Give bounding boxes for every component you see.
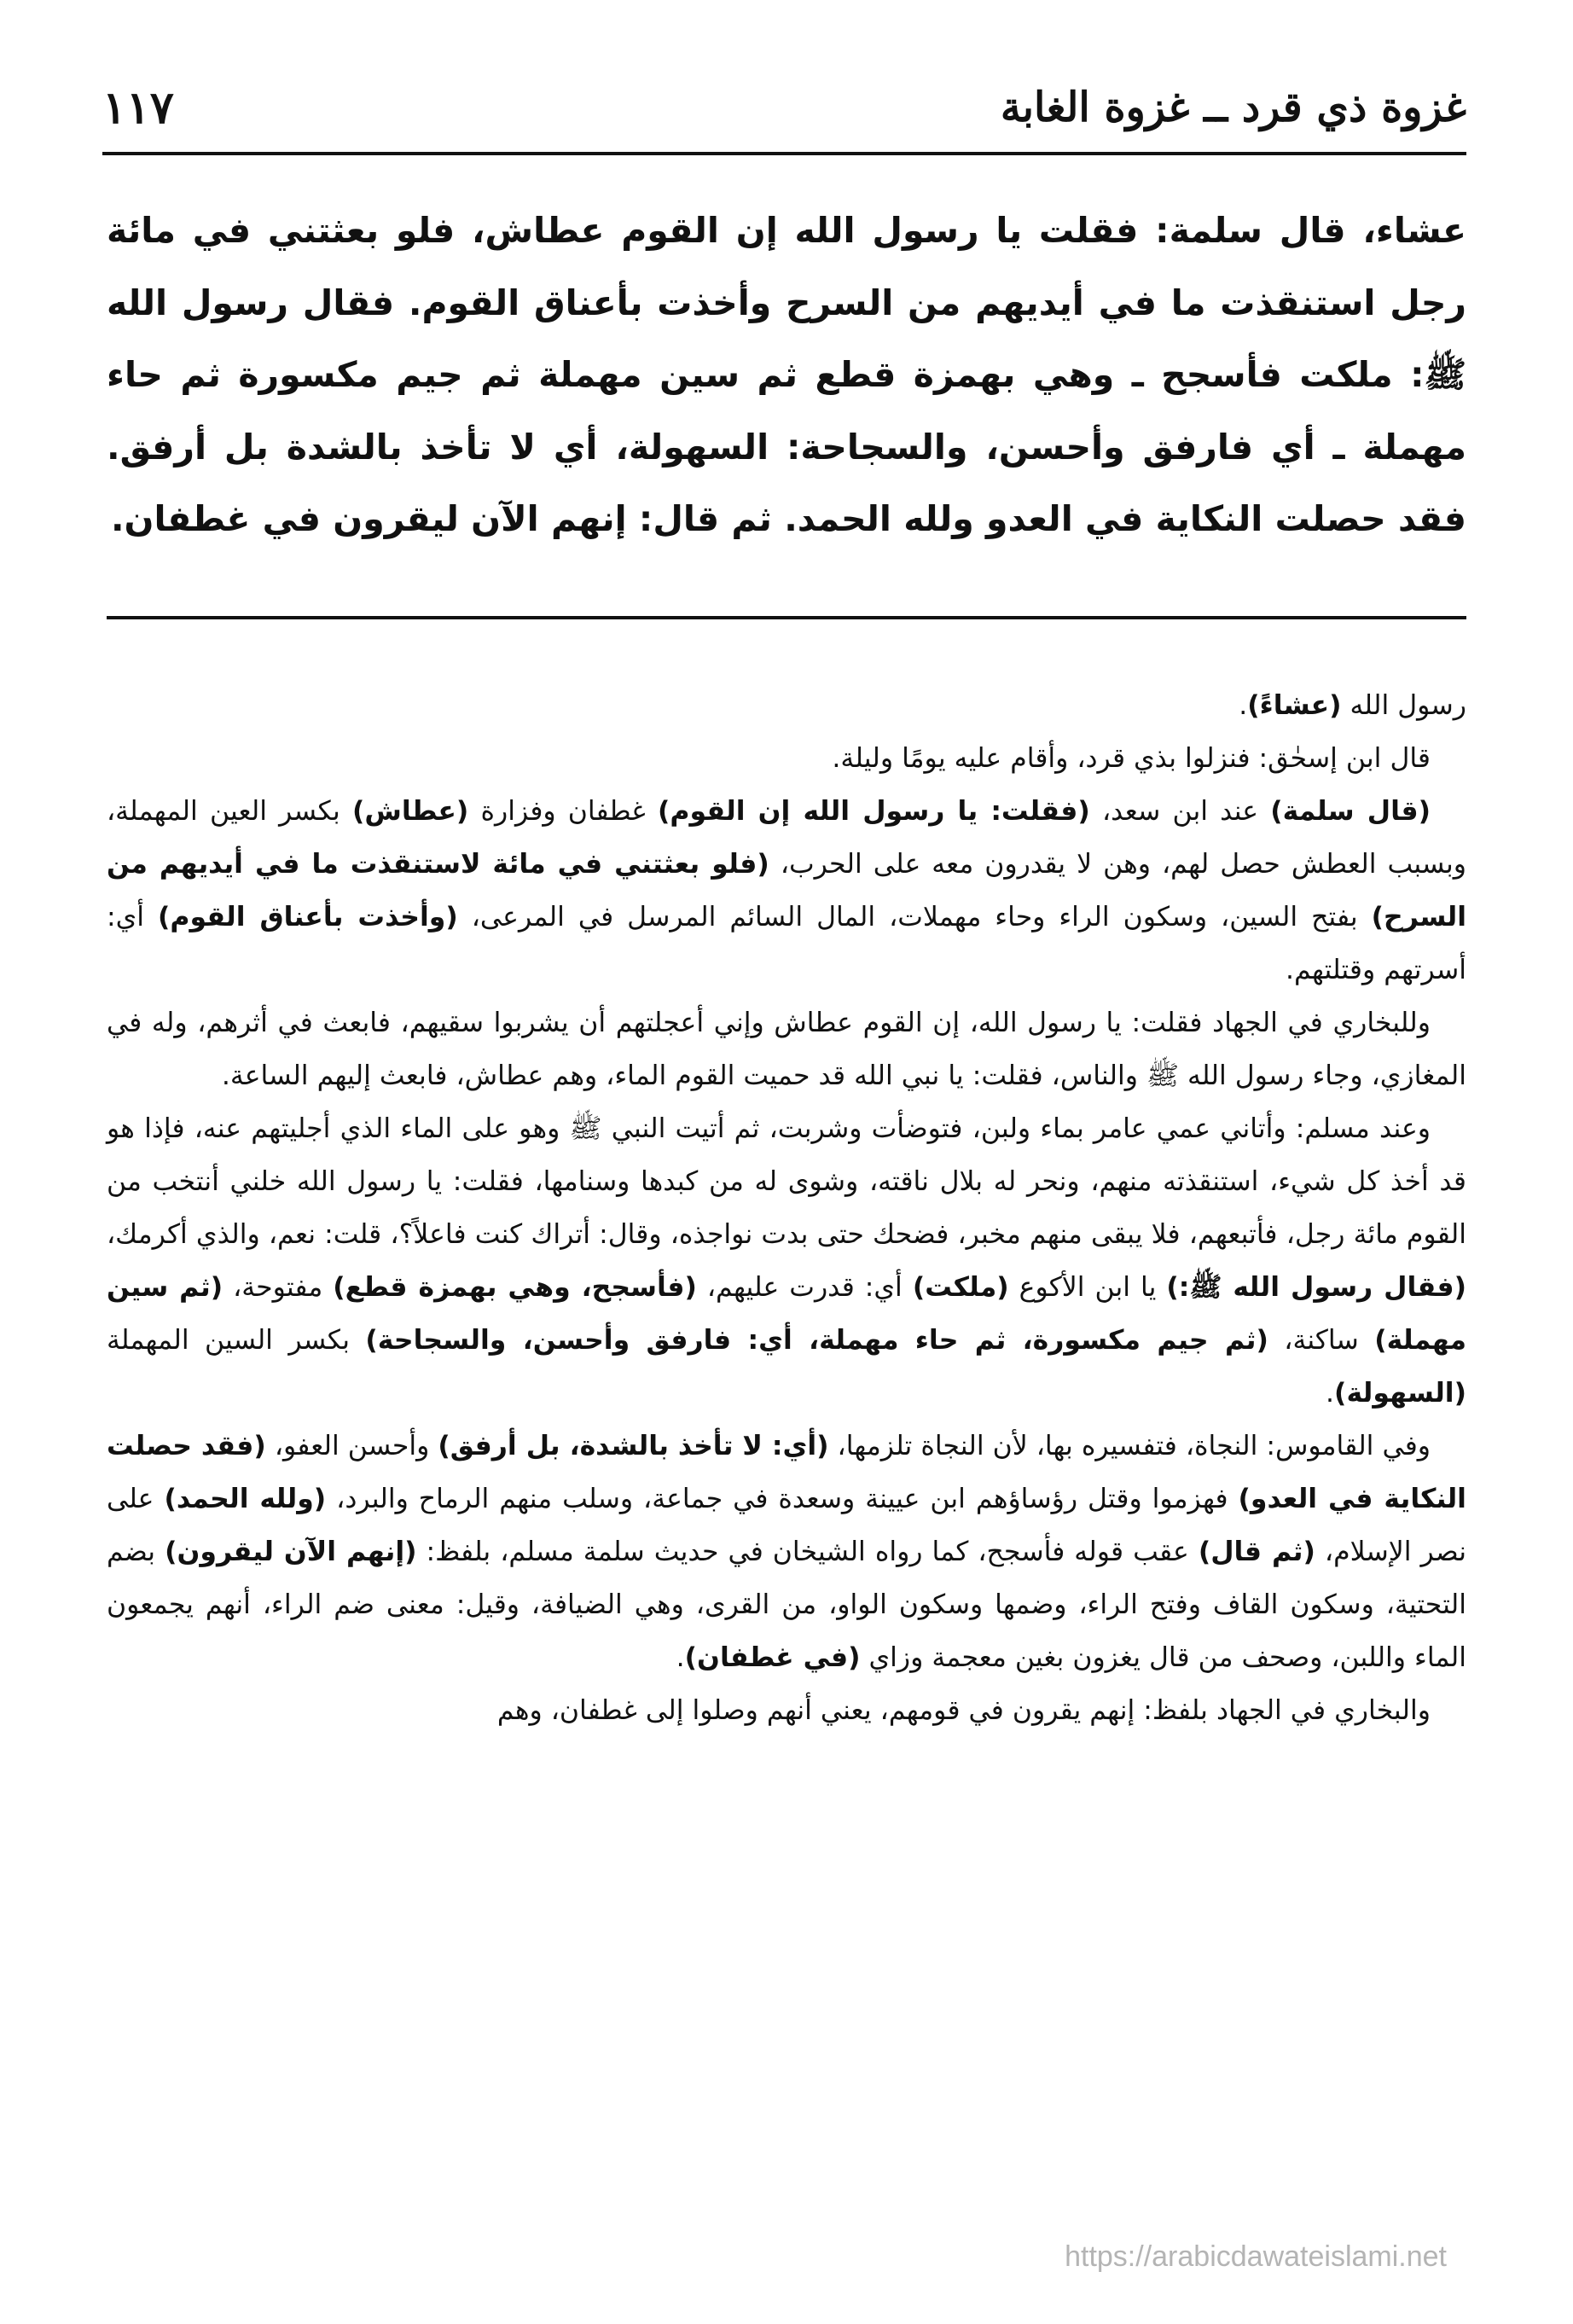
quoted-phrase: (عشاءً) [1247, 690, 1342, 721]
running-head [102, 75, 1466, 143]
commentary-paragraph [107, 785, 1466, 996]
quoted-phrase: (وأخذت بأعناق القوم) [158, 902, 458, 933]
quoted-phrase: (فلو بعثتني في مائة لاستنقذت ما في أيديهم من السرح) [107, 849, 1466, 933]
quoted-phrase: (ثم قال) [1198, 1537, 1315, 1567]
commentary [107, 679, 1466, 1737]
commentary-text: وللبخاري في الجهاد فقلت: يا رسول الله، إن القوم عطاش وإني أعجلتهم أن يشربوا سقيهم، فابعث في أثرهم، وله في المغازي، وجاء رسول الله ﷺ والناس، فقلت: يا نبي الله قد حميت القوم الماء، وهم عطاش، فابعث إليهم الساعة. [107, 1008, 1466, 1091]
commentary-text: يا ابن الأكوع [1008, 1272, 1167, 1303]
quoted-phrase: (فقلت: يا رسول الله إن القوم) [657, 796, 1090, 827]
quoted-phrase: (ملكت) [912, 1272, 1009, 1303]
quoted-phrase: (قال سلمة) [1270, 796, 1431, 827]
commentary-text: والبخاري في الجهاد بلفظ: إنهم يقرون في قومهم، يعني أنهم وصلوا إلى غطفان، وهم [496, 1695, 1431, 1726]
commentary-paragraph [107, 996, 1466, 1102]
commentary-paragraph [107, 732, 1466, 785]
page-number: ١١٧ [102, 82, 174, 134]
commentary-paragraph [107, 1420, 1466, 1684]
commentary-text: أي: أسرتهم وقتلتهم. [107, 902, 1466, 985]
quoted-phrase: (فقد حصلت النكاية في العدو) [107, 1431, 1466, 1514]
commentary-paragraph [107, 1684, 1466, 1737]
main-text-paragraph: عشاء، قال سلمة: فقلت يا رسول الله إن القوم عطاش، فلو بعثتني في مائة رجل استنقذت ما في أيديهم من السرح وأخذت بأعناق القوم. فقال رسول الله ﷺ: ملكت فأسجح ـ وهي بهمزة قطع ثم سين مهملة ثم جيم مكسورة ثم حاء مهملة ـ أي فارفق وأحسن، والسجاحة: السهولة، أي لا تأخذ بالشدة بل أرفق. فقد حصلت النكاية في العدو ولله الحمد. ثم قال: إنهم الآن ليقرون في غطفان. [107, 210, 1466, 539]
commentary-text: وأحسن العفو، [265, 1431, 438, 1461]
commentary-text: قال ابن إسحٰق: فنزلوا بذي قرد، وأقام عليه يومًا وليلة. [832, 743, 1431, 774]
commentary-text: فهزموا وقتل رؤساؤهم ابن عيينة وسعدة في جماعة، وسلب منهم الرماح والبرد، [326, 1484, 1239, 1514]
quoted-phrase: (فأسجح، وهي بهمزة قطع) [333, 1272, 697, 1303]
quoted-phrase: (ثم جيم مكسورة، ثم حاء مهملة، أي: فارفق وأحسن، والسجاحة) [365, 1325, 1268, 1356]
quoted-phrase: (عطاش) [352, 796, 469, 827]
commentary-text: على نصر الإسلام، [107, 1484, 1466, 1567]
quoted-phrase: (السهولة) [1334, 1378, 1466, 1409]
commentary-text: بفتح السين، وسكون الراء وحاء مهملات، المال السائم المرسل في المرعى، [457, 902, 1372, 933]
commentary-text: بضم التحتية، وسكون القاف وفتح الراء، وضمها وسكون الواو، من القرى، وهي الضيافة، وقيل: معنى ضم الراء، أنهم يجمعون الماء واللبن، وصحف من قال يغزون بغين معجمة وزاي [107, 1537, 1466, 1673]
quoted-phrase: (ولله الحمد) [164, 1484, 327, 1514]
watermark-url: https://arabicdawateislami.net [1065, 2240, 1447, 2273]
commentary-text: عقب قوله فأسجح، كما رواه الشيخان في حديث سلمة مسلم، بلفظ: [416, 1537, 1199, 1567]
commentary-text: عند ابن سعد، [1089, 796, 1271, 827]
commentary-text: . [676, 1642, 685, 1673]
quoted-phrase: (إنهم الآن ليقرون) [165, 1537, 417, 1567]
commentary-text: وعند مسلم: وأتاني عمي عامر بماء ولبن، فتوضأت وشربت، ثم أتيت النبي ﷺ وهو على الماء الذي أجليتهم عنه، فإذا هو قد أخذ كل شيء، استنقذته منهم، ونحر له بلال ناقته، وشوى له من كبدها وسنامها، فقلت: يا رسول الله خلني أنتخب من القوم مائة رجل، فأتبعهم، فلا يبقى منهم مخبر، فضحك حتى بدت نواجذه، وقال: أتراك كنت فاعلاً؟، قلت: نعم، والذي أكرمك، [107, 1113, 1466, 1250]
commentary-paragraph [107, 679, 1466, 732]
quoted-phrase: (ثم سين مهملة) [107, 1272, 1466, 1356]
quoted-phrase: (في غطفان) [684, 1642, 861, 1673]
commentary-text: . [1239, 690, 1248, 721]
header-rule [102, 152, 1466, 155]
commentary-text: مفتوحة، [223, 1272, 334, 1303]
main-text [107, 195, 1466, 555]
quoted-phrase: (أي: لا تأخذ بالشدة، بل أرفق) [438, 1431, 829, 1461]
commentary-text: بكسر السين المهملة [107, 1325, 366, 1356]
quoted-phrase: (فقال رسول الله ﷺ:) [1166, 1272, 1467, 1303]
commentary-text: . [1326, 1378, 1335, 1409]
commentary-paragraph [107, 1102, 1466, 1420]
separator-rule [107, 616, 1466, 619]
commentary-text: بكسر العين المهملة، وبسبب العطش حصل لهم، وهن لا يقدرون معه على الحرب، [107, 796, 1466, 880]
commentary-text: أي: قدرت عليهم، [696, 1272, 913, 1303]
commentary-text: ساكنة، [1268, 1325, 1375, 1356]
commentary-text: وفي القاموس: النجاة، فتفسيره بها، لأن النجاة تلزمها، [828, 1431, 1431, 1461]
chapter-title: غزوة ذي قرد ــ غزوة الغابة [1000, 84, 1466, 131]
commentary-text: غطفان وفزارة [468, 796, 658, 827]
commentary-text: رسول الله [1341, 690, 1466, 721]
